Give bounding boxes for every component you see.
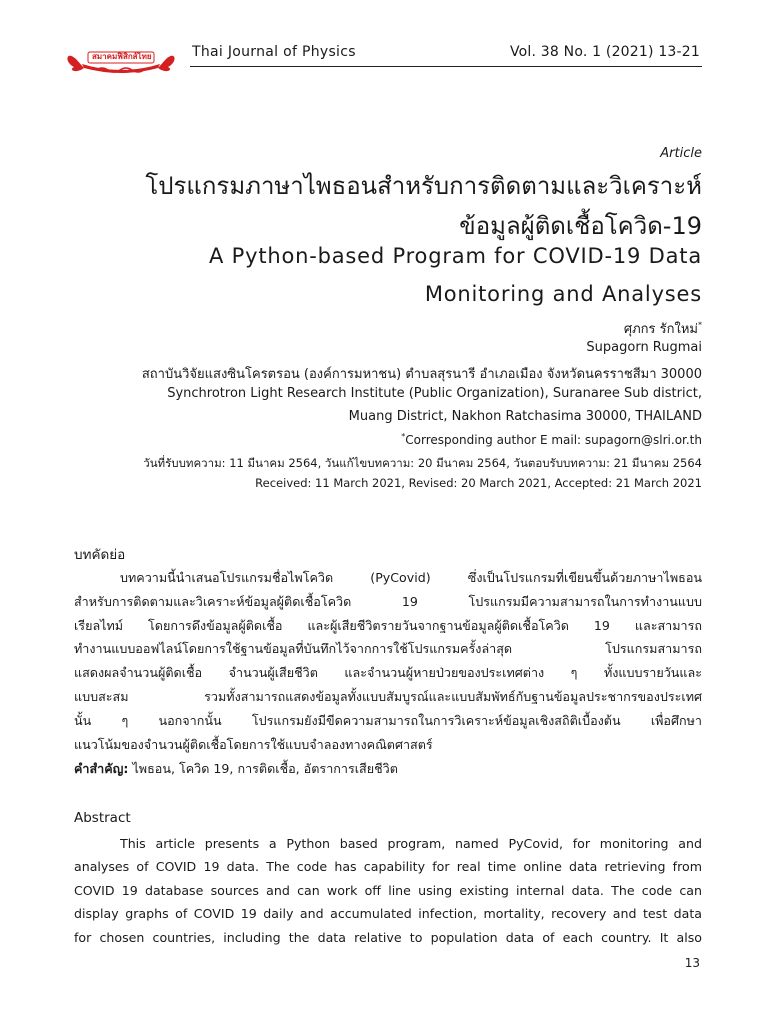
author-english: Supagorn Rugmai (586, 340, 702, 355)
dates-english: Received: 11 March 2021, Revised: 20 March 2021, Accepted: 21 March 2021 (255, 476, 702, 490)
abstract-thai-line: ทำงานแบบออฟไลน์โดยการใช้ฐานข้อมูลที่บันทึกไว้จากการใช้โปรแกรมครั้งล่าสุด โปรแกรมสามารถ (74, 641, 702, 657)
keywords-list: ไพธอน, โควิด 19, การติดเชื้อ, อัตราการเสียชีวิต (132, 761, 398, 776)
header-divider (190, 66, 702, 67)
keywords-label: คำสำคัญ: (74, 761, 129, 776)
society-logo (62, 40, 180, 78)
dates-thai: วันที่รับบทความ: 11 มีนาคม 2564, วันแก้ไขบทความ: 20 มีนาคม 2564, วันตอบรับบทความ: 21 มีนาคม 2564 (143, 456, 702, 470)
affiliation-thai: สถาบันวิจัยแสงซินโครตรอน (องค์การมหาชน) ตำบลสุรนารี อำเภอเมือง จังหวัดนครราชสีมา 30000 (141, 367, 702, 382)
abstract-english-heading: Abstract (74, 810, 131, 826)
abstract-english-line: display graphs of COVID 19 daily and accumulated infection, mortality, recovery and test data (74, 906, 702, 922)
abstract-thai-line: แสดงผลจำนวนผู้ติดเชื้อ จำนวนผู้เสียชีวิต และจำนวนผู้หายป่วยของประเทศต่าง ๆ ทั้งแบบรายวันและ (74, 665, 702, 681)
keywords-thai (74, 759, 398, 779)
page-number: 13 (684, 956, 700, 970)
abstract-thai-body (74, 566, 702, 756)
article-type: Article (660, 146, 702, 161)
abstract-thai-line: บทความนี้นำเสนอโปรแกรมชื่อไพโควิด (PyCovid) ซึ่งเป็นโปรแกรมที่เขียนขึ้นด้วยภาษาไพธอน (120, 570, 702, 585)
title-thai-line-1: โปรแกรมภาษาไพธอนสำหรับการติดตามและวิเคราะห์ (145, 172, 702, 200)
affiliation-english-line-2: Muang District, Nakhon Ratchasima 30000, THAILAND (348, 409, 702, 424)
author-thai: ศุภกร รักใหม่* (623, 320, 702, 337)
abstract-english-line: for chosen countries, including the data relative to population data of each country. It also (74, 929, 702, 945)
volume-info: Vol. 38 No. 1 (2021) 13-21 (509, 44, 700, 60)
logo-text: สมาคมฟิสิกส์ไทย (92, 52, 152, 61)
abstract-thai-line: เรียลไทม์ โดยการดึงข้อมูลผู้ติดเชื้อ และผู้เสียชีวิตรายวันจากฐานข้อมูลผู้ติดเชื้อโควิด 19 และสามารถ (74, 617, 702, 633)
abstract-english-line: This article presents a Python based program, named PyCovid, for monitoring and (120, 836, 702, 851)
abstract-english-line: COVID 19 database sources and can work off line using existing internal data. The code can (74, 882, 702, 898)
abstract-thai-line: สำหรับการติดตามและวิเคราะห์ข้อมูลผู้ติดเชื้อโควิด 19 โปรแกรมมีความสามารถในการทำงานแบบ (74, 593, 702, 609)
abstract-english-body (74, 832, 702, 949)
title-english-line-2: Monitoring and Analyses (424, 282, 702, 306)
title-thai-line-2: ข้อมูลผู้ติดเชื้อโควิด-19 (459, 212, 702, 240)
abstract-english-line: analyses of COVID 19 data. The code has capability for real time online data retrieving from (74, 859, 702, 875)
abstract-thai-line: แบบสะสม รวมทั้งสามารถแสดงข้อมูลทั้งแบบสัมบูรณ์และแบบสัมพัทธ์กับฐานข้อมูลประชากรของประเทศ (74, 688, 702, 704)
corresponding-author: *Corresponding author E mail: supagorn@slri.or.th (401, 432, 702, 447)
journal-name: Thai Journal of Physics (192, 44, 356, 60)
affiliation-english-line-1: Synchrotron Light Research Institute (Public Organization), Suranaree Sub district, (167, 386, 702, 401)
abstract-thai-heading: บทคัดย่อ (74, 547, 126, 563)
abstract-thai-line: นั้น ๆ นอกจากนั้น โปรแกรมยังมีขีดความสามารถในการวิเคราะห์ข้อมูลเชิงสถิติเบื้องต้น เพื่อศึกษา (74, 712, 702, 728)
abstract-thai-line: แนวโน้มของจำนวนผู้ติดเชื้อโดยการใช้แบบจำลองทางคณิตศาสตร์ (74, 736, 433, 752)
title-english-line-1: A Python-based Program for COVID-19 Data (209, 244, 702, 268)
